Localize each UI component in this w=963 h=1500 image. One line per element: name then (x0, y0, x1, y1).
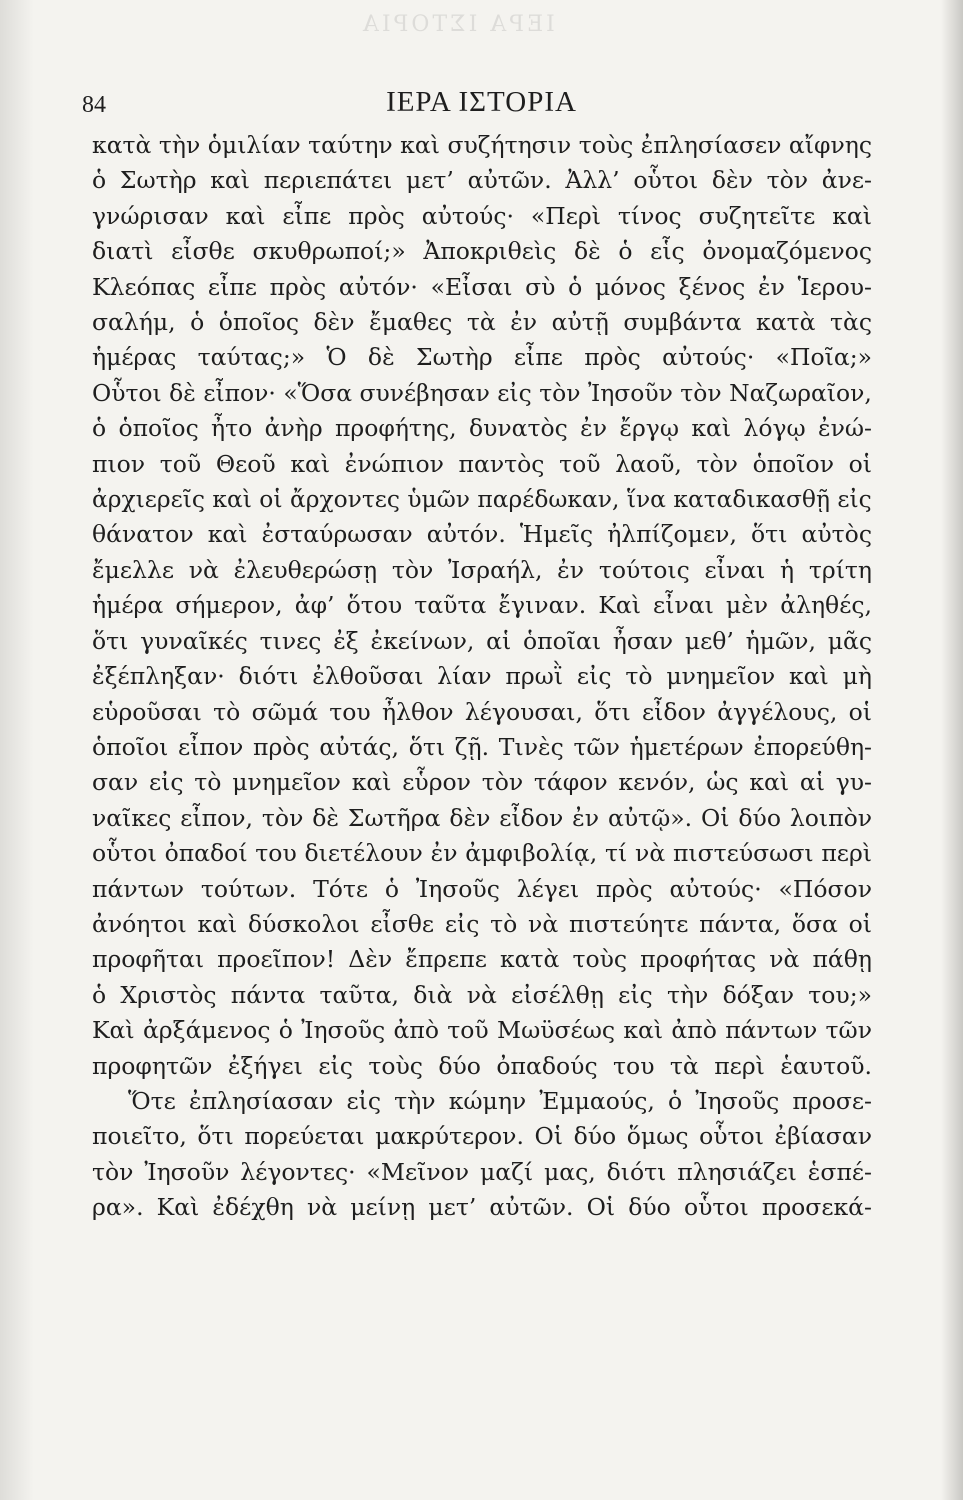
text-line: γνώρισαν καὶ εἶπε πρὸς αὐτούς· «Περὶ τίνος συζητεῖτε καὶ (92, 201, 872, 230)
text-line: ἔμελλε νὰ ἐλευθερώσῃ τὸν Ἰσραήλ, ἐν τούτοις εἶναι ἡ τρίτη (92, 555, 872, 584)
text-line: Ὅτε ἐπλησίασαν εἰς τὴν κώμην Ἐμμαούς, ὁ Ἰησοῦς προσε- (128, 1086, 872, 1115)
text-line: ναῖκες εἶπον, τὸν δὲ Σωτῆρα δὲν εἶδον ἐν αὐτῷ». Οἱ δύο λοιπὸν (92, 803, 872, 832)
text-line: πάντων τούτων. Τότε ὁ Ἰησοῦς λέγει πρὸς αὐτούς· «Πόσον (92, 874, 872, 903)
text-line: ποιεῖτο, ὅτι πορεύεται μακρύτερον. Οἱ δύο ὅμως οὗτοι ἐβίασαν (92, 1122, 872, 1151)
text-line: εὑροῦσαι τὸ σῶμά του ἦλθον λέγουσαι, ὅτι εἶδον ἀγγέλους, οἱ (92, 697, 872, 726)
text-line: κατὰ τὴν ὁμιλίαν ταύτην καὶ συζήτησιν τοὺς ἐπλησίασεν αἴφνης (92, 131, 872, 159)
text-line: προφητῶν ἐξήγει εἰς τοὺς δύο ὀπαδούς του τὰ περὶ ἑαυτοῦ. (92, 1051, 872, 1080)
text-line: ρα». Καὶ ἐδέχθη νὰ μείνῃ μετ’ αὐτῶν. Οἱ δύο οὗτοι προσεκά- (92, 1193, 872, 1222)
text-line: ὁποῖοι εἶπον πρὸς αὐτάς, ὅτι ζῇ. Τινὲς τῶν ἡμετέρων ἐπορεύθη- (92, 732, 872, 761)
text-line: σαν εἰς τὸ μνημεῖον καὶ εὗρον τὸν τάφον κενόν, ὡς καὶ αἱ γυ- (92, 768, 872, 797)
text-line: ἀρχιερεῖς καὶ οἱ ἄρχοντες ὑμῶν παρέδωκαν, ἵνα καταδικασθῇ εἰς (92, 485, 872, 514)
text-line: τὸν Ἰησοῦν λέγοντες· «Μεῖνον μαζί μας, διότι πλησιάζει ἑσπέ- (92, 1157, 872, 1186)
text-line: Κλεόπας εἶπε πρὸς αὐτόν· «Εἶσαι σὺ ὁ μόνος ξένος ἐν Ἱερου- (92, 272, 872, 301)
page-number: 84 (82, 92, 106, 118)
text-line: ὅτι γυναῖκές τινες ἐξ ἐκείνων, αἱ ὁποῖαι ἦσαν μεθ’ ἡμῶν, μᾶς (92, 626, 872, 655)
text-line: ἐξέπληξαν· διότι ἐλθοῦσαι λίαν πρωῒ εἰς τὸ μνημεῖον καὶ μὴ (92, 662, 872, 691)
text-line: οὗτοι ὀπαδοί του διετέλουν ἐν ἀμφιβολίᾳ, τί νὰ πιστεύσωσι περὶ (92, 839, 872, 868)
running-title: ΙΕΡΑ ΙΣΤΟΡΙΑ (386, 86, 577, 118)
text-line: πιον τοῦ Θεοῦ καὶ ἐνώπιον παντὸς τοῦ λαοῦ, τὸν ὁποῖον οἱ (92, 449, 872, 478)
text-line: ἡμέρας ταύτας;» Ὁ δὲ Σωτὴρ εἶπε πρὸς αὐτούς· «Ποῖα;» (92, 343, 872, 372)
text-line: διατὶ εἶσθε σκυθρωποί;» Ἀποκριθεὶς δὲ ὁ εἷς ὀνομαζόμενος (92, 237, 872, 266)
text-line: ἀνόητοι καὶ δύσκολοι εἶσθε εἰς τὸ νὰ πιστεύητε πάντα, ὅσα οἱ (92, 909, 872, 938)
show-through-text: ΙΕΡΑ ΙΣΤΟΡΙΑ (360, 12, 555, 37)
text-line: προφῆται προεῖπον! Δὲν ἔπρεπε κατὰ τοὺς προφήτας νὰ πάθῃ (92, 945, 872, 974)
text-line: Οὗτοι δὲ εἶπον· «Ὅσα συνέβησαν εἰς τὸν Ἰησοῦν τὸν Ναζωραῖον, (92, 378, 872, 407)
text-line: ὁ Χριστὸς πάντα ταῦτα, διὰ νὰ εἰσέλθῃ εἰς τὴν δόξαν του;» (92, 980, 872, 1009)
text-line: ἡμέρα σήμερον, ἀφ’ ὅτου ταῦτα ἔγιναν. Καὶ εἶναι μὲν ἀληθές, (92, 591, 872, 620)
text-line: Καὶ ἀρξάμενος ὁ Ἰησοῦς ἀπὸ τοῦ Μωϋσέως καὶ ἀπὸ πάντων τῶν (92, 1016, 872, 1045)
text-line: θάνατον καὶ ἐσταύρωσαν αὐτόν. Ἡμεῖς ἠλπίζομεν, ὅτι αὐτὸς (92, 520, 872, 549)
body-text (92, 128, 872, 1226)
text-line: ὁ Σωτὴρ καὶ περιεπάτει μετ’ αὐτῶν. Ἀλλ’ οὗτοι δὲν τὸν ἀνε- (92, 166, 872, 195)
page-header (0, 84, 963, 124)
text-line: σαλήμ, ὁ ὁποῖος δὲν ἔμαθες τὰ ἐν αὐτῇ συμβάντα κατὰ τὰς (92, 308, 872, 337)
text-line: ὁ ὁποῖος ἦτο ἀνὴρ προφήτης, δυνατὸς ἐν ἔργῳ καὶ λόγῳ ἐνώ- (92, 414, 872, 443)
